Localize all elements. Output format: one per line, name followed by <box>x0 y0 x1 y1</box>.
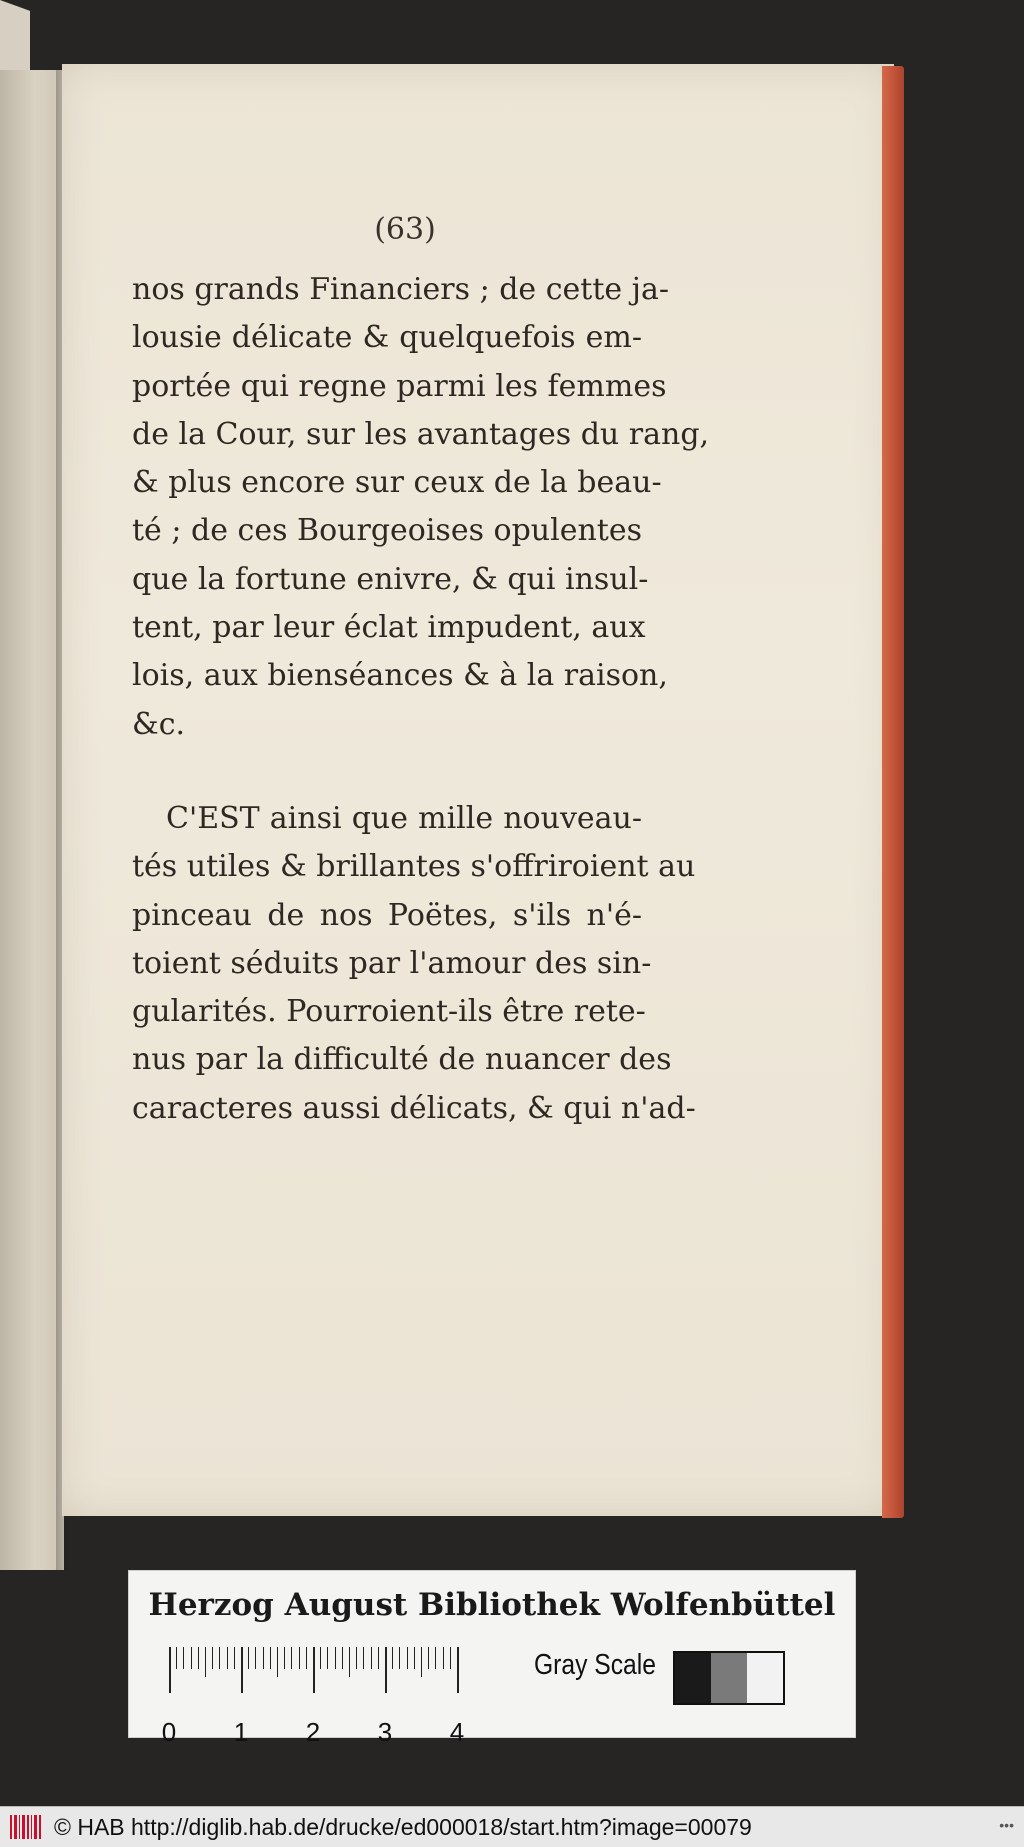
color-target-card <box>128 1570 856 1747</box>
ruler-tick <box>248 1647 249 1669</box>
ruler-number: 0 <box>161 1717 177 1747</box>
ruler-tick <box>443 1647 444 1669</box>
gray-swatch <box>675 1653 711 1703</box>
ruler-number: 2 <box>305 1717 321 1747</box>
text-line: tent, par leur éclat impudent, aux <box>132 610 646 646</box>
footer-bar <box>0 1806 1024 1847</box>
ruler-tick <box>363 1647 364 1669</box>
ruler-tick <box>421 1647 422 1677</box>
more-dots-icon[interactable]: ••• <box>999 1817 1014 1833</box>
ruler-tick <box>205 1647 206 1677</box>
text-line: de la Cour, sur les avantages du rang, <box>132 416 710 452</box>
text-line: toient séduits par l'amour des sin- <box>132 945 652 981</box>
text-line: nos grands Financiers ; de cette ja- <box>132 272 669 307</box>
ruler-tick <box>255 1647 256 1669</box>
ruler-number: 1 <box>233 1717 249 1747</box>
text-line: &c. <box>132 706 186 742</box>
barcode-icon <box>4 1812 48 1842</box>
ruler-tick <box>378 1647 379 1669</box>
ruler-tick <box>212 1647 213 1669</box>
ruler-tick <box>241 1647 243 1693</box>
ruler-tick <box>219 1647 220 1669</box>
ruler-tick <box>263 1647 264 1669</box>
text-line: nus par la difficulté de nuancer des <box>132 1042 672 1078</box>
ruler-tick <box>371 1647 372 1669</box>
library-name: Herzog August Bibliothek Wolfenbüttel <box>148 1587 836 1623</box>
ruler-tick <box>191 1647 192 1669</box>
ruler-tick <box>169 1647 171 1693</box>
ruler-tick <box>227 1647 228 1669</box>
ruler-tick <box>356 1647 357 1669</box>
text-line: lois, aux bienséances & à la raison, <box>132 658 668 694</box>
ruler-tick <box>234 1647 235 1669</box>
ruler-tick <box>270 1647 271 1669</box>
red-fore-edge <box>882 66 904 1518</box>
ruler-tick <box>392 1647 393 1669</box>
gray-scale-label: Gray Scale <box>534 1649 656 1681</box>
text-line: que la fortune enivre, & qui insul- <box>132 561 649 597</box>
ruler-tick <box>277 1647 278 1677</box>
ruler-tick <box>176 1647 177 1669</box>
text-line: tés utiles & brillantes s'offriroient au <box>132 849 696 885</box>
ruler-tick <box>198 1647 199 1669</box>
text-line: té ; de ces Bourgeoises opulentes <box>132 513 642 549</box>
gray-swatch <box>747 1653 783 1703</box>
ruler-tick <box>327 1647 328 1669</box>
page-text <box>132 266 710 1133</box>
left-page-edge <box>0 70 64 1570</box>
ruler-tick <box>385 1647 387 1693</box>
text-line: & plus encore sur ceux de la beau- <box>132 465 662 501</box>
ruler-tick <box>399 1647 400 1669</box>
ruler-tick <box>299 1647 300 1669</box>
ruler-tick <box>284 1647 285 1669</box>
ruler-tick <box>349 1647 350 1677</box>
gray-scale-swatches <box>673 1651 785 1705</box>
ruler-tick <box>183 1647 184 1669</box>
text-line: C'EST ainsi que mille nouveau- <box>166 800 642 836</box>
ruler-tick <box>450 1647 451 1669</box>
text-line: caracteres aussi délicats, & qui n'ad- <box>132 1090 696 1126</box>
text-line: pinceau de nos Poëtes, s'ils n'é- <box>132 897 642 933</box>
text-line: lousie délicate & quelquefois em- <box>132 320 642 356</box>
ruler-tick <box>457 1647 459 1693</box>
text-line: portée qui regne parmi les femmes <box>132 368 667 404</box>
ruler-tick <box>306 1647 307 1669</box>
ruler-number: 4 <box>449 1717 465 1747</box>
ruler-tick <box>313 1647 315 1693</box>
ruler-tick <box>407 1647 408 1669</box>
ruler-tick <box>414 1647 415 1669</box>
scale-ruler <box>161 1647 569 1747</box>
ruler-number: 3 <box>377 1717 393 1747</box>
ruler-tick <box>342 1647 343 1669</box>
ruler-tick <box>428 1647 429 1669</box>
gray-swatch <box>711 1653 747 1703</box>
footer-source-link[interactable]: © HAB http://diglib.hab.de/drucke/ed000018/start.htm?image=00079 <box>54 1813 752 1840</box>
page-number: (63) <box>374 212 436 247</box>
ruler-tick <box>320 1647 321 1669</box>
ruler-tick <box>291 1647 292 1669</box>
text-line: gularités. Pourroient-ils être rete- <box>132 994 646 1030</box>
ruler-tick <box>435 1647 436 1669</box>
ruler-tick <box>335 1647 336 1669</box>
